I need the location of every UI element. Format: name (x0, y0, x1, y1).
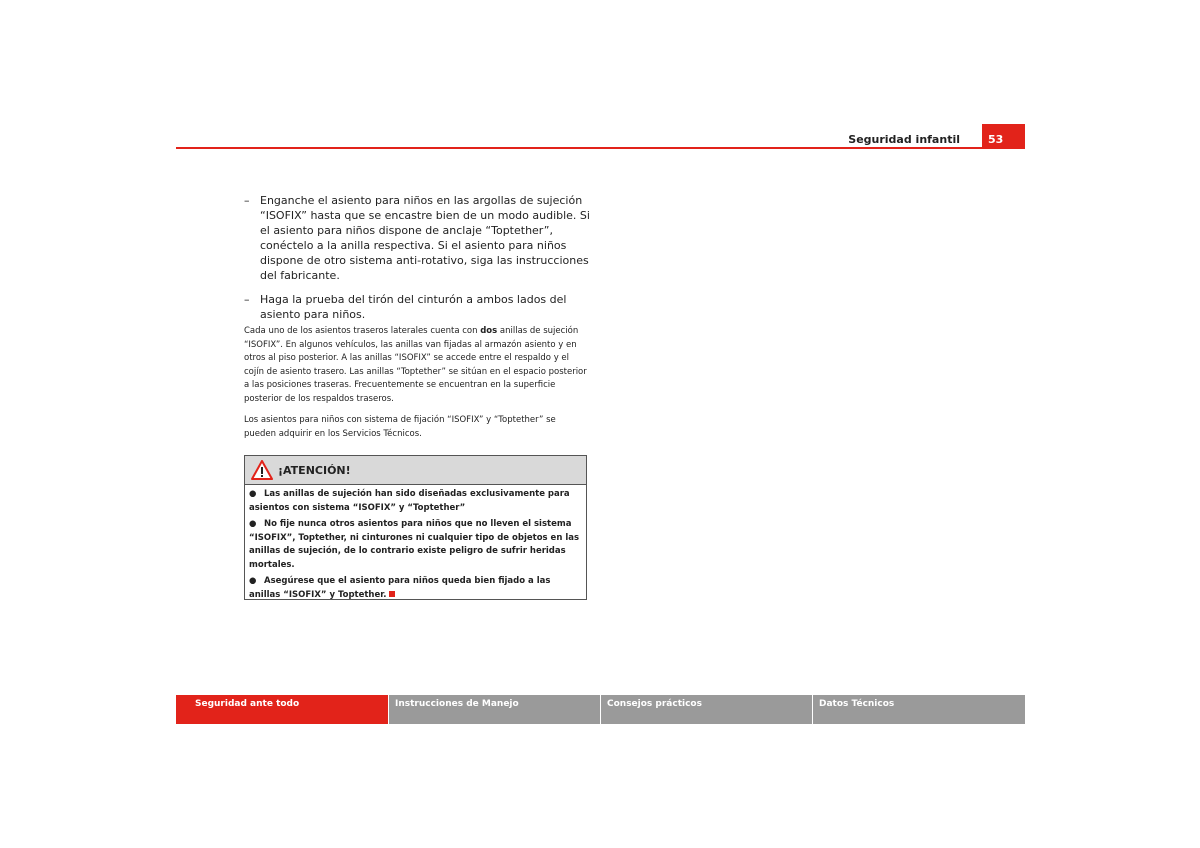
step-dash: – (244, 194, 250, 207)
warning-bullet (249, 518, 580, 572)
nav-tab-seguridad[interactable]: Seguridad ante todo (176, 695, 388, 724)
step-dash: – (244, 293, 250, 306)
warning-body (245, 485, 586, 602)
bullet-text: No fije nunca otros asientos para niños que no lleven el sistema “ISOFIX”, Toptether, ni cinturones ni cualquier tipo de objetos en las anillas de sujeción, de lo contrario existe peligro de sufrir heridas mortales. (249, 519, 580, 570)
bullet-dot: ● (249, 519, 257, 529)
paragraph-bold-text: dos (480, 326, 498, 336)
paragraph-text: anillas de sujeción “ISOFIX”. En algunos vehículos, las anillas van fijadas al armazón asiento y en otros al piso posterior. A las anillas “ISOFIX” se accede entre el respaldo y el cojín de asiento trasero. Las anillas “Toptether” se sitúan en el espacio posterior a las posiciones traseras. Frecuentemente se encuentran en la superficie posterior de los respaldos traseros. (244, 326, 587, 404)
nav-tab-datos[interactable]: Datos Técnicos (813, 695, 1025, 724)
bullet-dot: ● (249, 489, 257, 499)
step-text: Haga la prueba del tirón del cinturón a ambos lados del asiento para niños. (260, 293, 567, 321)
page-number: 53 (988, 133, 1004, 146)
warning-triangle-icon (251, 460, 273, 480)
header-rule (176, 147, 1025, 149)
step-text: Enganche el asiento para niños en las argollas de sujeción “ISOFIX” hasta que se encastre bien de un modo audible. Si el asiento para niños dispone de anclaje “Toptether”, conéctelo a la anilla respectiva. Si el asiento para niños dispone de otro sistema anti-rotativo, siga las instrucciones del fabricante. (260, 194, 590, 282)
warning-header (245, 456, 586, 485)
nav-tab-consejos[interactable]: Consejos prácticos (601, 695, 812, 724)
section-end-mark-icon (389, 591, 395, 597)
instruction-steps (244, 193, 590, 331)
warning-title: ¡ATENCIÓN! (278, 464, 351, 477)
warning-box (244, 455, 587, 600)
warning-bullet (249, 575, 580, 602)
isofix-description-paragraph (244, 325, 590, 407)
instruction-step (244, 292, 590, 322)
section-title: Seguridad infantil (848, 133, 960, 146)
bullet-text: Las anillas de sujeción han sido diseñadas exclusivamente para asientos con sistema “ISOFIX” y “Toptether” (249, 489, 570, 513)
bullet-text: Asegúrese que el asiento para niños queda bien fijado a las anillas “ISOFIX” y Toptether. (249, 576, 551, 600)
paragraph-text: Cada uno de los asientos traseros laterales cuenta con (244, 326, 481, 336)
nav-tab-instrucciones[interactable]: Instrucciones de Manejo (389, 695, 600, 724)
warning-bullet (249, 488, 580, 515)
availability-paragraph: Los asientos para niños con sistema de fijación “ISOFIX” y “Toptether” se pueden adquirir en los Servicios Técnicos. (244, 415, 556, 439)
bullet-dot: ● (249, 576, 257, 586)
instruction-step (244, 193, 590, 283)
